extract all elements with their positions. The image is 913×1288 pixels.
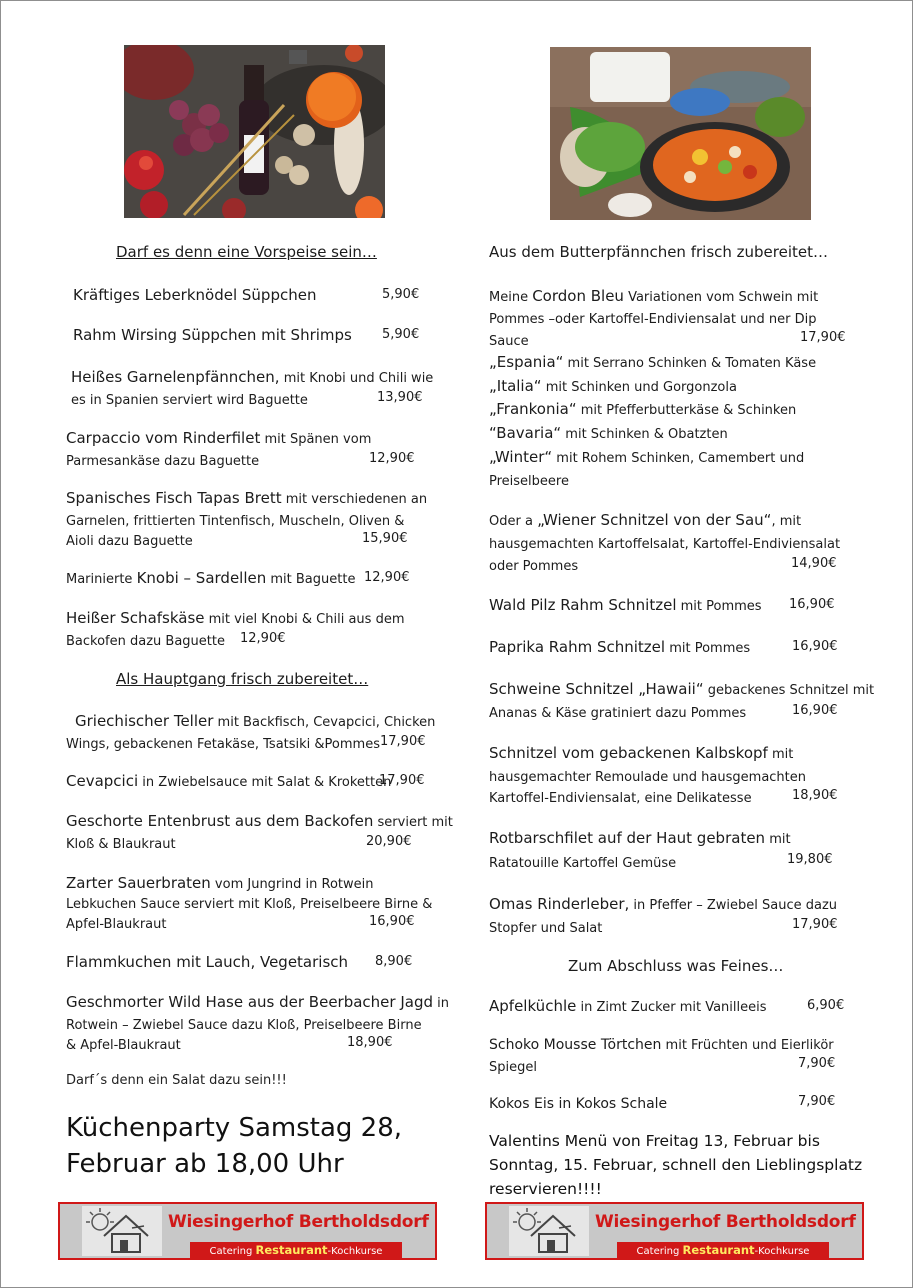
section-heading-butter: Aus dem Butterpfännchen frisch zubereitet… — [489, 243, 829, 261]
menu-item: Zarter Sauerbraten vom Jungrind in Rotwein — [66, 874, 374, 892]
menu-item: Heißer Schafskäse mit viel Knobi & Chili aus dem — [66, 609, 405, 627]
item-price: 6,90€ — [807, 998, 845, 1013]
variant-item: „Winter“ mit Rohem Schinken, Camembert und — [489, 448, 805, 466]
photo-hotpot — [550, 47, 811, 220]
section-heading-starters: Darf es denn eine Vorspeise sein… — [116, 243, 377, 261]
photo-autumn-still-life — [124, 45, 385, 218]
section-heading-mains: Als Hauptgang frisch zubereitet… — [116, 670, 369, 688]
logo-subtitle-bar: Catering Restaurant-Kochkurse — [190, 1242, 402, 1259]
item-price: 13,90€ — [377, 390, 423, 405]
item-price: 16,90€ — [369, 914, 415, 929]
valentine-announcement — [489, 1129, 862, 1201]
menu-item: Paprika Rahm Schnitzel mit Pommes — [489, 638, 751, 656]
menu-item-desc: Kloß & Blaukraut — [66, 837, 176, 852]
variant-item: „Espania“ mit Serrano Schinken & Tomaten Käse — [489, 353, 817, 371]
item-price: 17,90€ — [792, 917, 838, 932]
item-price: 20,90€ — [366, 834, 412, 849]
menu-item-desc: Preiselbeere — [489, 474, 569, 489]
logo-subtitle-bar: Catering Restaurant-Kochkurse — [617, 1242, 829, 1259]
item-price: 12,90€ — [240, 631, 286, 646]
menu-item: Griechischer Teller mit Backfisch, Cevapcici, Chicken — [75, 712, 436, 730]
item-price: 12,90€ — [369, 451, 415, 466]
menu-item-wiener: Oder a „Wiener Schnitzel von der Sau“, mit — [489, 511, 802, 529]
menu-item: Heißes Garnelenpfännchen, mit Knobi und Chili wie — [71, 368, 434, 386]
menu-item: Rahm Wirsing Süppchen mit Shrimps — [73, 326, 352, 344]
item-price: 5,90€ — [382, 327, 420, 342]
restaurant-logo — [485, 1202, 864, 1260]
menu-item: Spanisches Fisch Tapas Brett mit verschiedenen an — [66, 489, 428, 507]
menu-item: Geschorte Entenbrust aus dem Backofen serviert mit — [66, 812, 453, 830]
item-price: 15,90€ — [362, 531, 408, 546]
menu-item: Cevapcici in Zwiebelsauce mit Salat & Kroketten — [66, 772, 392, 790]
menu-item: Schnitzel vom gebackenen Kalbskopf mit — [489, 744, 794, 762]
menu-item-desc: hausgemachten Kartoffelsalat, Kartoffel-Endiviensalat — [489, 537, 841, 552]
item-price: 19,80€ — [787, 852, 833, 867]
item-price: 8,90€ — [375, 954, 413, 969]
valentine-line: reservieren!!!! — [489, 1180, 602, 1198]
logo-title: Wiesingerhof Bertholdsdorf — [168, 1212, 429, 1232]
menu-item-desc: Garnelen, frittierten Tintenfisch, Muscheln, Oliven & — [66, 514, 405, 529]
menu-item-desc: Lebkuchen Sauce serviert mit Kloß, Preiselbeere Birne & — [66, 897, 433, 912]
menu-item-desc: oder Pommes — [489, 559, 579, 574]
house-sun-logo-icon — [509, 1206, 589, 1256]
menu-item: Carpaccio vom Rinderfilet mit Spänen vom — [66, 429, 372, 447]
menu-item-desc: Wings, gebackenen Fetakäse, Tsatsiki &Pommes — [66, 737, 380, 752]
party-line: Februar ab 18,00 Uhr — [66, 1149, 344, 1179]
menu-item: Schoko Mousse Törtchen mit Früchten und Eierlikör — [489, 1037, 834, 1053]
menu-item: Geschmorter Wild Hase aus der Beerbacher Jagd in — [66, 993, 449, 1011]
item-price: 16,90€ — [792, 703, 838, 718]
menu-item-desc: & Apfel-Blaukraut — [66, 1038, 181, 1053]
menu-item-cordon-bleu: Meine Cordon Bleu Variationen vom Schwein mit — [489, 287, 819, 305]
menu-item-desc: Rotwein – Zwiebel Sauce dazu Kloß, Preiselbeere Birne — [66, 1018, 422, 1033]
item-price: 18,90€ — [347, 1035, 393, 1050]
menu-item: Rotbarschfilet auf der Haut gebraten mit — [489, 829, 791, 847]
menu-item: Flammkuchen mit Lauch, Vegetarisch — [66, 953, 349, 971]
variant-item: „Frankonia“ mit Pfefferbutterkäse & Schinken — [489, 400, 797, 418]
menu-item-desc: Pommes –oder Kartoffel-Endiviensalat und ner Dip — [489, 312, 817, 327]
menu-item-desc: Sauce — [489, 334, 529, 349]
menu-item-desc: Backofen dazu Baguette — [66, 634, 225, 649]
menu-item-desc: Apfel-Blaukraut — [66, 917, 167, 932]
variant-item: “Bavaria“ mit Schinken & Obatzten — [489, 424, 728, 442]
section-heading-desserts: Zum Abschluss was Feines… — [568, 957, 784, 975]
item-price: 12,90€ — [364, 570, 410, 585]
menu-item: Apfelküchle in Zimt Zucker mit Vanilleeis — [489, 997, 767, 1015]
menu-item-desc: es in Spanien serviert wird Baguette — [71, 393, 308, 408]
menu-item-desc: Kartoffel-Endiviensalat, eine Delikatesse — [489, 791, 752, 806]
menu-item-desc: Spiegel — [489, 1060, 537, 1075]
variant-item: „Italia“ mit Schinken und Gorgonzola — [489, 377, 737, 395]
menu-item-desc: Ananas & Käse gratiniert dazu Pommes — [489, 706, 747, 721]
valentine-line: Sonntag, 15. Februar, schnell den Lieblingsplatz — [489, 1156, 863, 1174]
menu-item-desc: Ratatouille Kartoffel Gemüse — [489, 856, 677, 871]
menu-item: Omas Rinderleber, in Pfeffer – Zwiebel Sauce dazu — [489, 895, 838, 913]
house-sun-logo-icon — [82, 1206, 162, 1256]
menu-item-desc: Stopfer und Salat — [489, 921, 603, 936]
item-price: 7,90€ — [798, 1094, 836, 1109]
party-announcement — [66, 1110, 402, 1182]
valentine-line: Valentins Menü von Freitag 13, Februar bis — [489, 1132, 820, 1150]
salad-note: Darf´s denn ein Salat dazu sein!!! — [66, 1073, 287, 1088]
logo-title: Wiesingerhof Bertholdsdorf — [595, 1212, 856, 1232]
item-price: 7,90€ — [798, 1056, 836, 1071]
menu-item-desc: Parmesankäse dazu Baguette — [66, 454, 260, 469]
menu-item: Kräftiges Leberknödel Süppchen — [73, 286, 317, 304]
menu-item: Kokos Eis in Kokos Schale — [489, 1096, 668, 1112]
item-price: 17,90€ — [379, 773, 425, 788]
menu-item-desc: Aioli dazu Baguette — [66, 534, 193, 549]
item-price: 17,90€ — [380, 734, 426, 749]
item-price: 14,90€ — [791, 556, 837, 571]
party-line: Küchenparty Samstag 28, — [66, 1113, 403, 1143]
item-price: 18,90€ — [792, 788, 838, 803]
menu-item-desc: hausgemachter Remoulade und hausgemachten — [489, 770, 807, 785]
item-price: 17,90€ — [800, 330, 846, 345]
item-price: 5,90€ — [382, 287, 420, 302]
menu-item: Schweine Schnitzel „Hawaii“ gebackenes Schnitzel mit — [489, 680, 875, 698]
item-price: 16,90€ — [792, 639, 838, 654]
menu-item: Wald Pilz Rahm Schnitzel mit Pommes — [489, 596, 762, 614]
item-price: 16,90€ — [789, 597, 835, 612]
menu-item: Marinierte Knobi – Sardellen mit Baguette — [66, 569, 356, 587]
restaurant-logo — [58, 1202, 437, 1260]
